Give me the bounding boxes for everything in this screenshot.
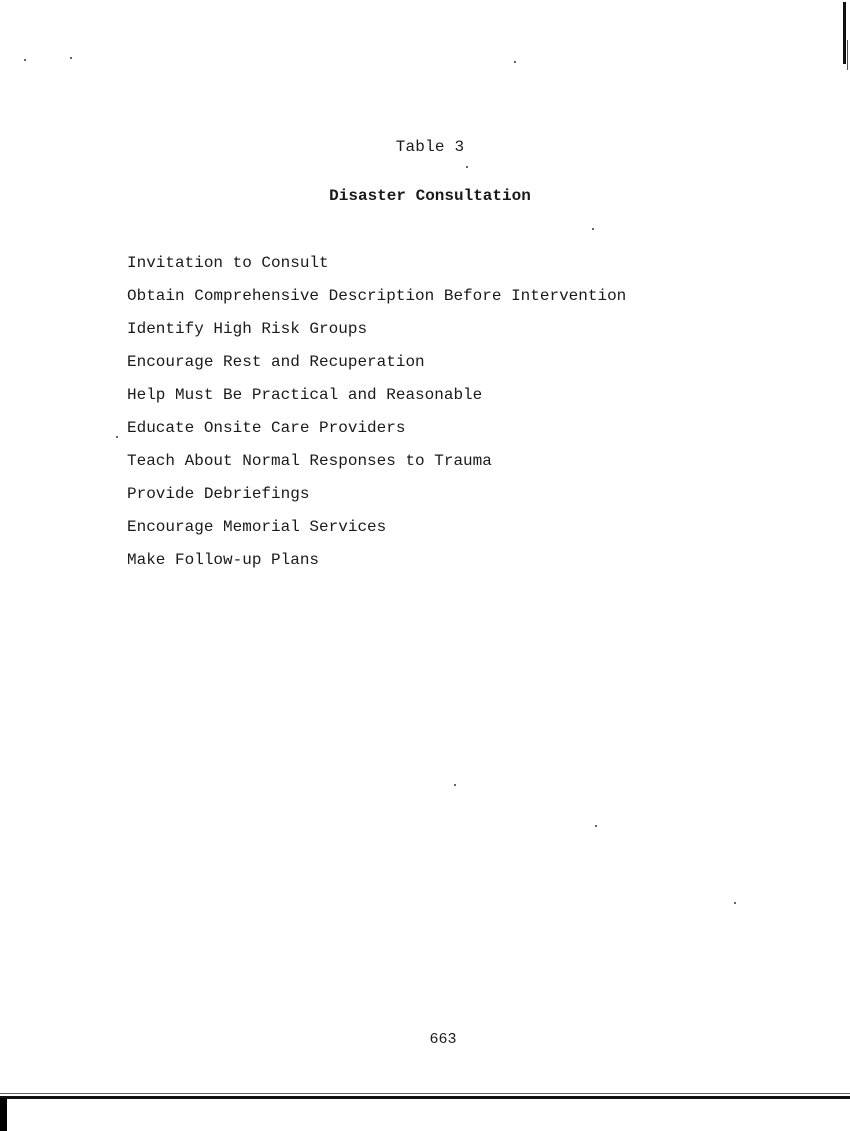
scan-speck [454,784,456,786]
scan-speck [24,59,26,61]
list-item: Invitation to Consult [127,254,329,272]
consultation-steps-list [127,253,626,583]
scan-speck [466,166,468,168]
list-item: Encourage Rest and Recuperation [127,353,425,371]
scan-speck [595,825,597,827]
page-number: 663 [429,1031,457,1048]
list-item: Teach About Normal Responses to Trauma [127,452,492,470]
scan-bottom-rule-thin [0,1093,850,1094]
scan-bottom-rule [0,1096,850,1099]
list-item: Provide Debriefings [127,485,310,503]
scan-edge-mark [843,2,846,64]
scan-edge-mark-thin [847,40,848,70]
scan-corner-mark [0,1098,7,1131]
scan-speck [70,57,72,59]
list-item: Encourage Memorial Services [127,518,387,536]
list-item: Make Follow-up Plans [127,551,320,569]
scan-speck [592,228,594,230]
scan-speck [514,61,516,63]
table-title: Disaster Consultation [329,187,531,205]
scan-speck [734,902,736,904]
list-item: Obtain Comprehensive Description Before Intervention [127,287,627,305]
table-label: Table 3 [395,138,465,156]
scan-speck [116,436,118,438]
list-item: Identify High Risk Groups [127,320,368,338]
list-item: Educate Onsite Care Providers [127,419,406,437]
list-item: Help Must Be Practical and Reasonable [127,386,483,404]
